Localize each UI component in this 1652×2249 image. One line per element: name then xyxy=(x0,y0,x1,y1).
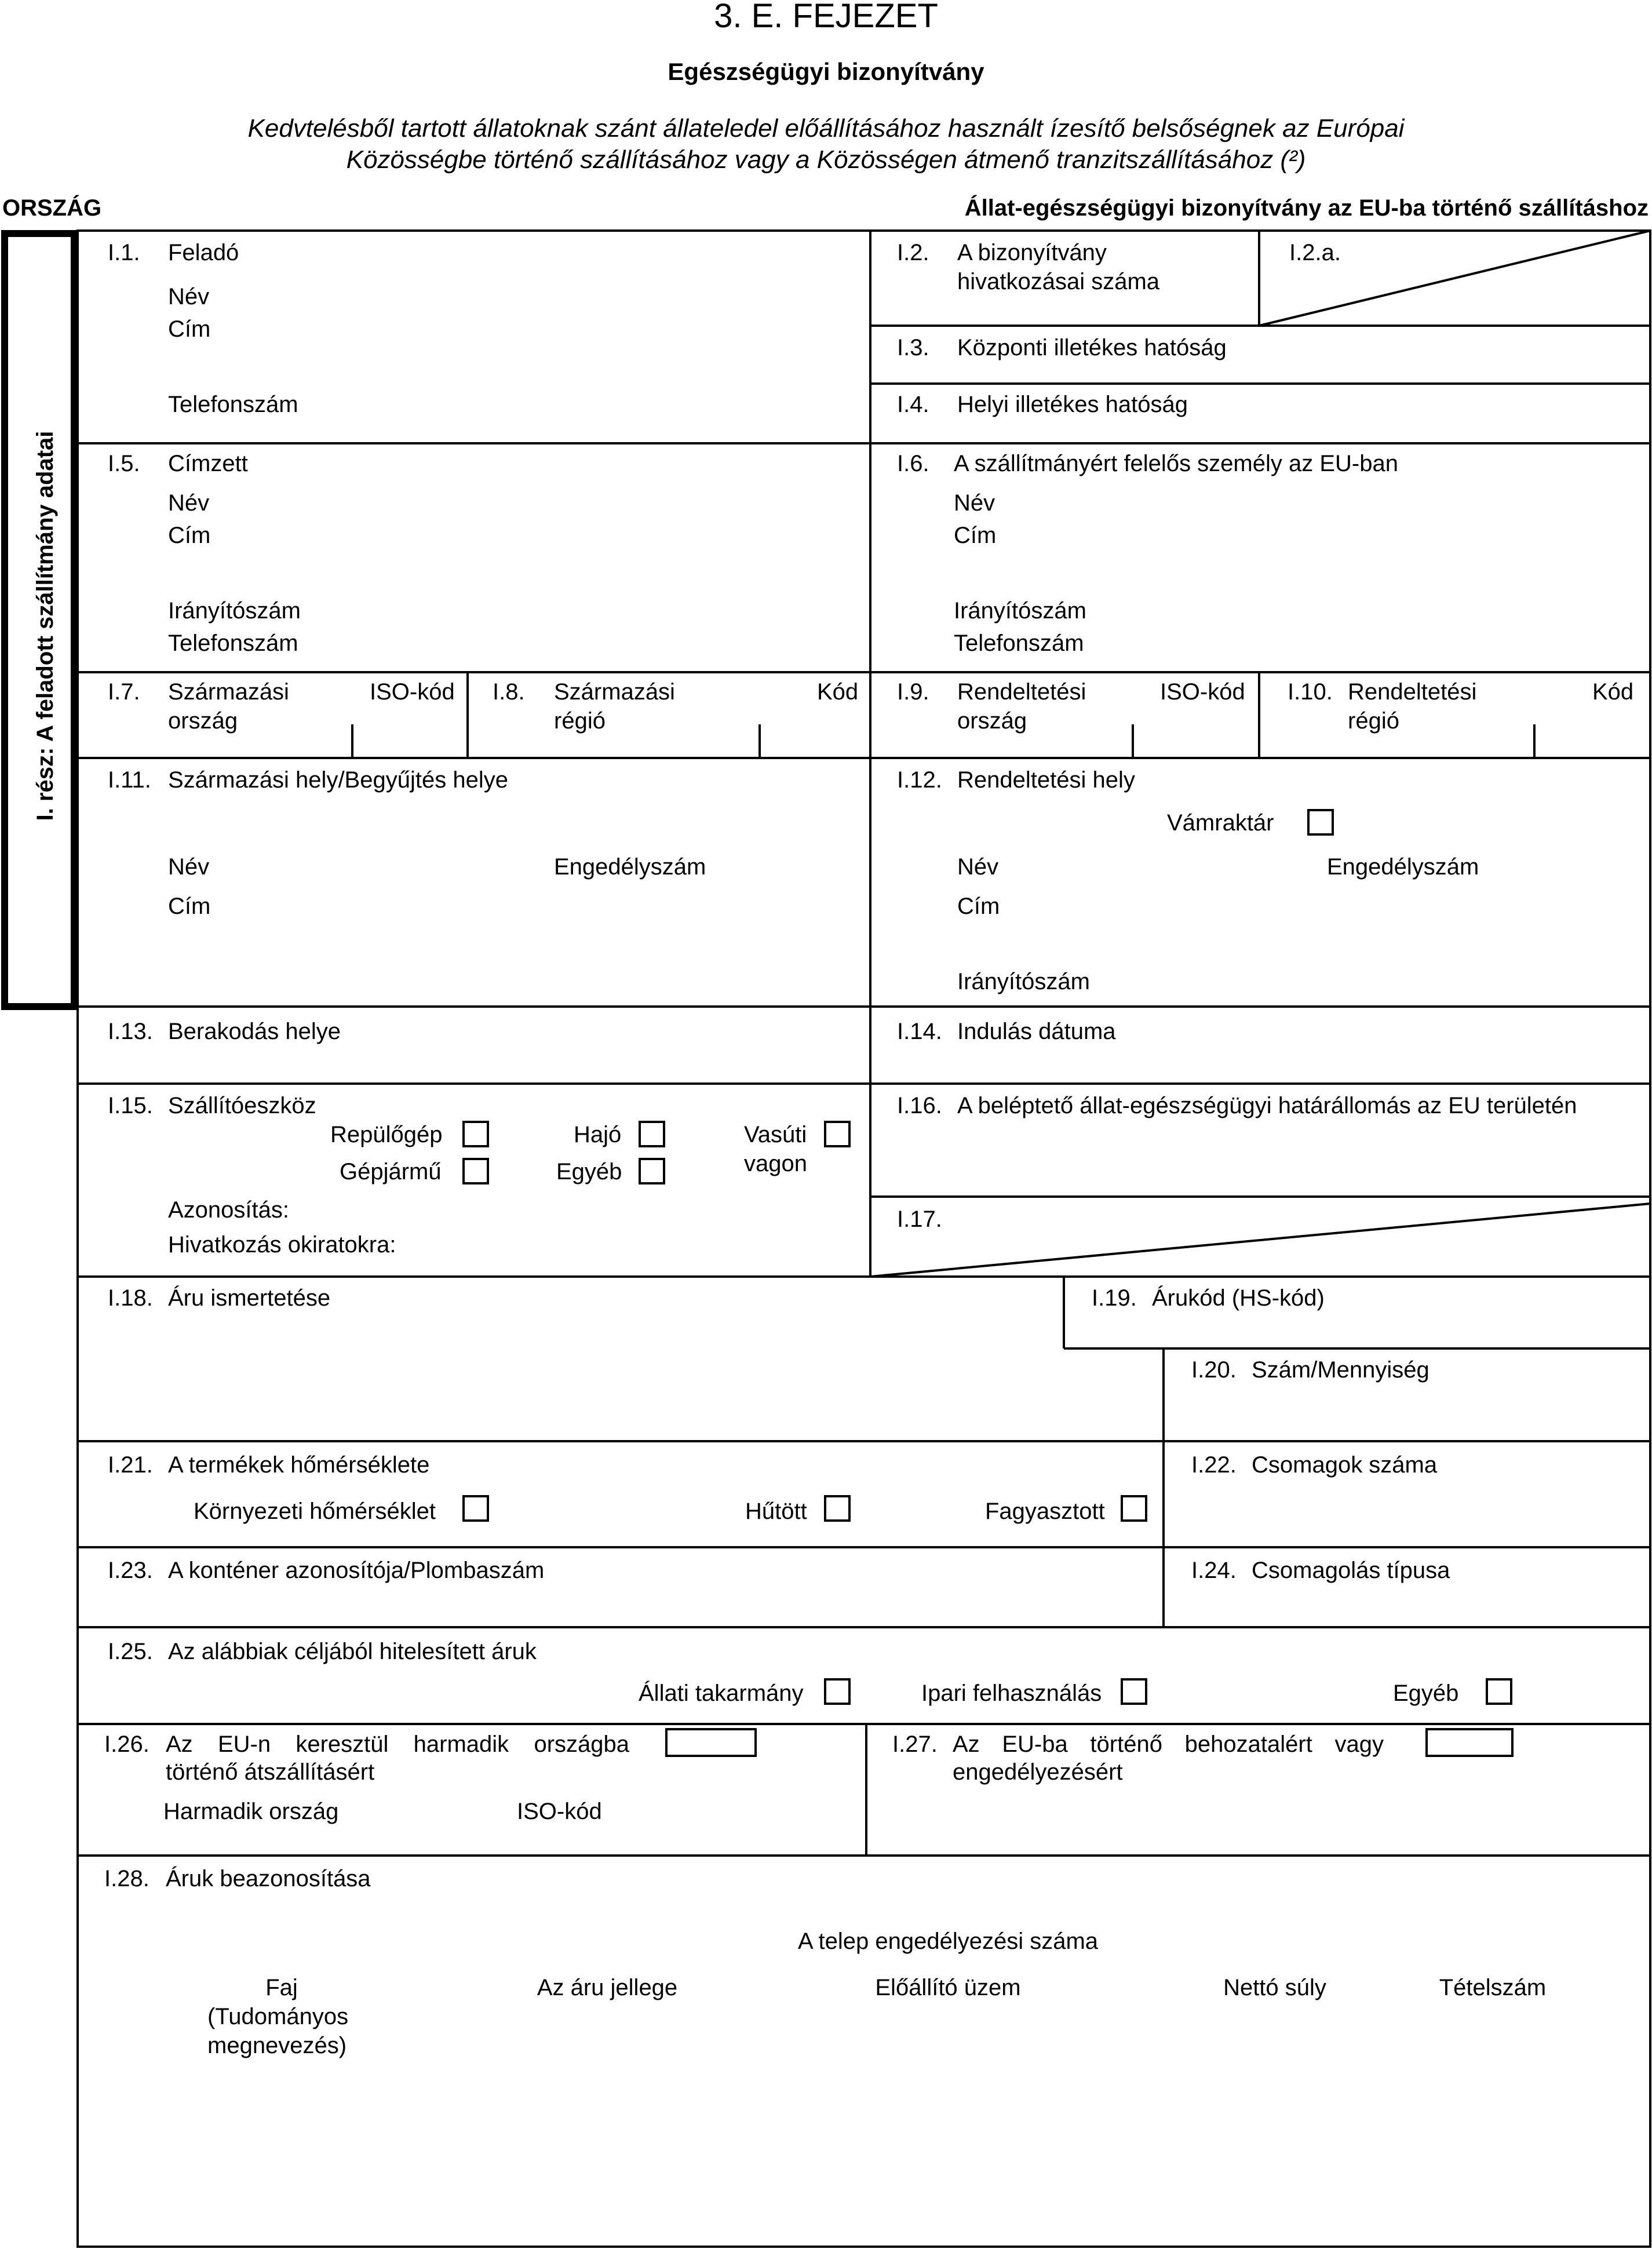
field-label: ország xyxy=(957,708,1027,734)
certificate-title: Egészségügyi bizonyítvány xyxy=(668,58,984,85)
field-sublabel: Név xyxy=(168,284,210,309)
field-num: I.13. xyxy=(108,1019,153,1044)
field-num: I.27. xyxy=(892,1732,938,1757)
other-transport-checkbox[interactable] xyxy=(639,1158,665,1184)
field-num: I.24. xyxy=(1191,1558,1237,1583)
field-label: Rendeltetési xyxy=(1348,679,1477,705)
field-sublabel: Cím xyxy=(168,523,211,548)
rail-wagon-checkbox[interactable] xyxy=(824,1121,851,1147)
field-sublabel: Telefonszám xyxy=(168,392,298,417)
field-label: Árukód (HS-kód) xyxy=(1152,1285,1325,1311)
checkbox-label: Vasúti xyxy=(744,1122,807,1147)
field-label: Áru ismertetése xyxy=(168,1285,331,1311)
col-batch: Tételszám xyxy=(1439,1975,1547,2000)
frozen-checkbox[interactable] xyxy=(1121,1495,1147,1522)
col-species: megnevezés) xyxy=(207,2033,347,2058)
field-sublabel: Irányítószám xyxy=(957,969,1090,994)
certificate-type-label: Állat-egészségügyi bizonyítvány az EU-ba történő szállításhoz xyxy=(964,195,1649,221)
field-label: Központi illetékes hatóság xyxy=(957,335,1227,360)
field-num: I.14. xyxy=(897,1019,942,1044)
col-species: Faj xyxy=(265,1975,298,2000)
subtitle-line-1: Kedvtelésből tartott állatoknak szánt állateledel előállításához használt ízesítő belsőségnek az Európai xyxy=(247,114,1405,143)
customs-warehouse-checkbox[interactable] xyxy=(1307,809,1334,836)
checkbox-label: Állati takarmány xyxy=(639,1681,804,1706)
chilled-checkbox[interactable] xyxy=(824,1495,851,1522)
field-num: I.22. xyxy=(1191,1452,1237,1478)
field-sublabel: Cím xyxy=(957,894,1000,919)
field-label: Az EU-ba történő behozatalért vagy xyxy=(953,1732,1384,1757)
col-species: (Tudományos xyxy=(207,2004,349,2029)
field-label: Áruk beazonosítása xyxy=(166,1866,371,1891)
field-num: I.20. xyxy=(1191,1357,1237,1383)
subtitle-line-2: Közösségbe történő szállításához vagy a Közösségen átmenő tranzitszállításához (²) xyxy=(346,145,1306,174)
field-num: I.26. xyxy=(104,1732,149,1757)
checkbox-label: Egyéb xyxy=(1393,1681,1459,1706)
field-sublabel: Cím xyxy=(168,894,211,919)
field-sublabel: Irányítószám xyxy=(168,598,301,624)
field-num: I.21. xyxy=(108,1452,153,1478)
col-nature: Az áru jellege xyxy=(537,1975,678,2000)
transit-box[interactable] xyxy=(665,1728,757,1757)
field-label: Feladó xyxy=(168,240,239,265)
field-sublabel: Név xyxy=(957,854,999,880)
country-label: ORSZÁG xyxy=(2,195,102,221)
field-num: I.16. xyxy=(897,1093,942,1118)
field-num: I.19. xyxy=(1092,1285,1137,1311)
field-sublabel: Engedélyszám xyxy=(1327,854,1479,880)
field-sublabel: Név xyxy=(168,490,210,516)
field-label: Csomagolás típusa xyxy=(1252,1558,1450,1583)
field-label: Származási xyxy=(168,679,289,705)
field-label: A szállítmányért felelős személy az EU-ban xyxy=(954,451,1398,476)
field-label: Az alábbiak céljából hitelesített áruk xyxy=(168,1639,537,1664)
checkbox-label: vagon xyxy=(744,1151,807,1176)
field-label: A konténer azonosítója/Plombaszám xyxy=(168,1558,545,1583)
field-label: Csomagok száma xyxy=(1252,1452,1438,1478)
ambient-temperature-checkbox[interactable] xyxy=(462,1495,489,1522)
field-label: A beléptető állat-egészségügyi határállomás az EU területén xyxy=(957,1093,1577,1118)
field-label: Helyi illetékes hatóság xyxy=(957,392,1188,417)
field-num: I.3. xyxy=(897,335,929,360)
code-label: Kód xyxy=(1592,679,1634,705)
checkbox-label: Fagyasztott xyxy=(985,1499,1105,1524)
part-label-text: I. rész: A feladott szállítmány adatai xyxy=(32,431,58,821)
field-num: I.17. xyxy=(897,1206,942,1232)
checkbox-label: Egyéb xyxy=(556,1159,622,1184)
field-label: régió xyxy=(554,708,606,734)
field-num: I.18. xyxy=(108,1285,153,1311)
chapter-heading: 3. E. FEJEZET xyxy=(714,0,938,35)
field-sublabel: Engedélyszám xyxy=(554,854,706,880)
industrial-use-checkbox[interactable] xyxy=(1121,1678,1147,1705)
animal-feed-checkbox[interactable] xyxy=(824,1678,851,1705)
field-num: I.28. xyxy=(104,1866,149,1891)
plane-checkbox[interactable] xyxy=(462,1121,489,1147)
code-label: ISO-kód xyxy=(370,679,455,705)
field-sublabel: Irányítószám xyxy=(954,598,1086,624)
field-sublabel: Harmadik ország xyxy=(163,1799,339,1824)
checkbox-label: Hajó xyxy=(574,1122,622,1147)
field-sublabel: Hivatkozás okiratokra: xyxy=(168,1232,396,1257)
field-sublabel: Azonosítás: xyxy=(168,1197,290,1223)
field-num: I.4. xyxy=(897,392,929,417)
field-num: I.10. xyxy=(1288,679,1333,705)
field-label: A termékek hőmérséklete xyxy=(168,1452,430,1478)
field-label: hivatkozásai száma xyxy=(957,269,1160,294)
field-label: Címzett xyxy=(168,451,248,476)
field-label: Származási hely/Begyűjtés helye xyxy=(168,767,508,793)
ship-checkbox[interactable] xyxy=(639,1121,665,1147)
field-num: I.2. xyxy=(897,240,929,265)
field-sublabel: Telefonszám xyxy=(168,630,298,656)
field-num: I.11. xyxy=(108,767,151,793)
field-label: A bizonyítvány xyxy=(957,240,1107,265)
field-label: Szállítóeszköz xyxy=(168,1093,316,1118)
code-label: Kód xyxy=(817,679,859,705)
field-num: I.5. xyxy=(108,451,140,476)
field-label: Berakodás helye xyxy=(168,1019,341,1044)
col-net-weight: Nettó súly xyxy=(1223,1975,1326,2000)
checkbox-label: Ipari felhasználás xyxy=(921,1681,1102,1706)
field-label: ország xyxy=(168,708,238,734)
field-sublabel: Név xyxy=(954,490,995,516)
field-sublabel: ISO-kód xyxy=(517,1799,602,1824)
field-sublabel: Telefonszám xyxy=(954,630,1084,656)
field-label: Az EU-n keresztül harmadik országba xyxy=(166,1732,629,1757)
checkbox-label: Környezeti hőmérséklet xyxy=(194,1499,436,1524)
field-num: I.7. xyxy=(108,679,140,705)
checkbox-label: Hűtött xyxy=(745,1499,807,1524)
field-label: régió xyxy=(1348,708,1399,734)
checkbox-label: Vámraktár xyxy=(1167,810,1274,836)
field-label: Származási xyxy=(554,679,675,705)
field-label: engedélyezésért xyxy=(953,1759,1123,1785)
field-label: történő átszállításért xyxy=(166,1759,375,1785)
field-sublabel: Cím xyxy=(168,316,211,342)
field-label: Rendeltetési xyxy=(957,679,1086,705)
field-num: I.8. xyxy=(493,679,525,705)
field-num: I.6. xyxy=(897,451,929,476)
field-num: I.1. xyxy=(108,240,140,265)
approval-heading: A telep engedélyezési száma xyxy=(797,1929,1099,1954)
field-num: I.23. xyxy=(108,1558,153,1583)
field-label: Szám/Mennyiség xyxy=(1252,1357,1429,1383)
field-label: Indulás dátuma xyxy=(957,1019,1116,1044)
checkbox-label: Gépjármű xyxy=(340,1159,442,1184)
field-num: I.9. xyxy=(897,679,929,705)
field-num: I.12. xyxy=(897,767,942,793)
import-box[interactable] xyxy=(1425,1728,1514,1757)
checkbox-label: Repülőgép xyxy=(330,1122,443,1147)
col-plant: Előállító üzem xyxy=(875,1975,1021,2000)
vehicle-checkbox[interactable] xyxy=(462,1158,489,1184)
other-purpose-checkbox[interactable] xyxy=(1486,1678,1512,1705)
field-num: I.15. xyxy=(108,1093,153,1118)
field-sublabel: Cím xyxy=(954,523,997,548)
code-label: ISO-kód xyxy=(1160,679,1245,705)
field-num: I.25. xyxy=(108,1639,153,1664)
field-sublabel: Név xyxy=(168,854,210,880)
field-num: I.2.a. xyxy=(1289,240,1341,265)
field-label: Rendeltetési hely xyxy=(957,767,1135,793)
